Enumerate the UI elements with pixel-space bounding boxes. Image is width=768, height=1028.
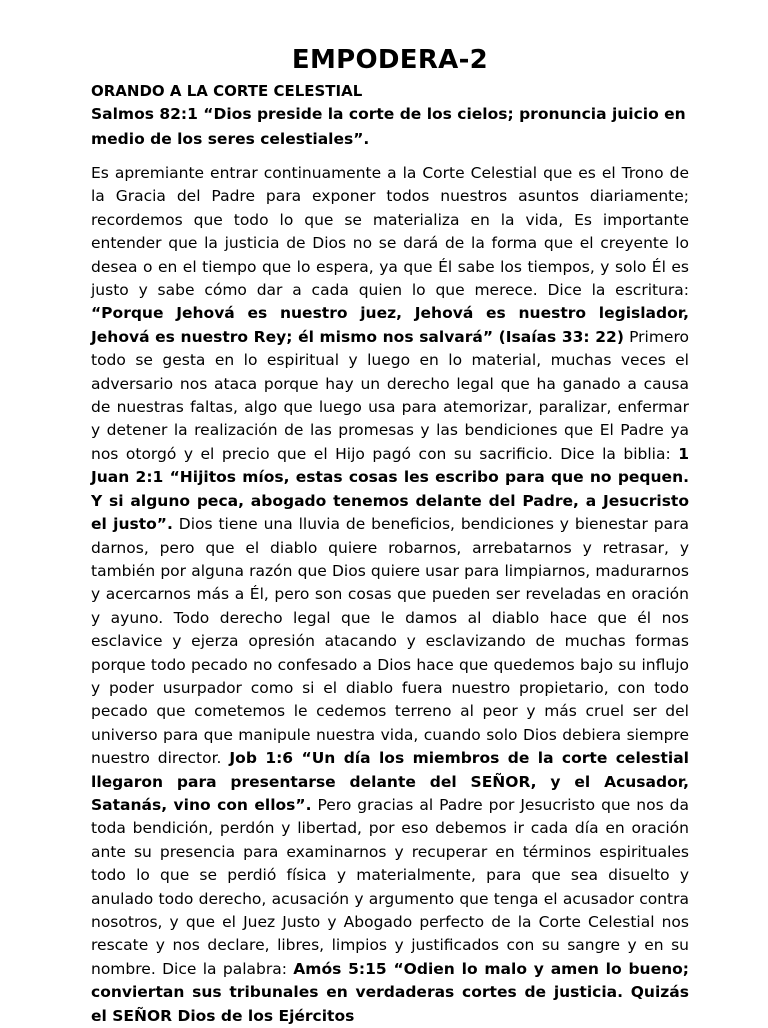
document-subtitle: ORANDO A LA CORTE CELESTIAL: [91, 82, 363, 100]
body-text-1: Es apremiante entrar continuamente a la Corte Celestial que es el Trono de la Gracia del Padre para exponer todos nuestros asuntos diariamente; recordemos que todo lo que se materializa en la vida, Es importante entender que la justicia de Dios no se dará de la forma que el creyente lo desea o en el tiempo que lo espera, ya que Él sabe los tiempos, y solo Él es justo y sabe cómo dar a cada quien lo que merece. Dice la escritura:: [91, 164, 689, 300]
bold-verse-3: Job 1:6 “Un día los miembros de la corte celestial llegaron para presentarse delante del SEÑOR, y el Acusador, Satanás, vino con ellos”.: [91, 749, 689, 814]
body-text-4: Pero gracias al Padre por Jesucristo que nos da toda bendición, perdón y libertad, por eso debemos ir cada día en oración ante su presencia para examinarnos y recuperar en términos espirituales todo lo que se perdió física y materialmente, para que sea disuelto y anulado todo derecho, acusación y argumento que tenga el acusador contra nosotros, y que el Juez Justo y Abogado perfecto de la Corte Celestial nos rescate y nos declare, libres, limpios y justificados con su sangre y en su nombre. Dice la palabra:: [91, 795, 689, 978]
body-text-2: Primero todo se gesta en lo espiritual y luego en lo material, muchas veces el adversario nos ataca porque hay un derecho legal que ha ganado a causa de nuestras faltas, algo que luego usa para atemorizar, paralizar, enfermar y detener la realización de las promesas y las bendiciones que El Padre ya nos otorgó y el precio que el Hijo pagó con su sacrificio. Dice la biblia:: [91, 327, 689, 463]
document-title: EMPODERA-2: [291, 45, 489, 75]
body-text-3: Dios tiene una lluvia de beneficios, bendiciones y bienestar para darnos, pero que el diablo quiere robarnos, arrebatarnos y retrasar, y también por alguna razón que Dios quiere usar para limpiarnos, madurarnos y acercarnos más a Él, pero son cosas que pueden ser reveladas en oración y ayuno. Todo derecho legal que le damos al diablo hace que él nos esclavice y ejerza opresión atacando y esclavizando de muchas formas porque todo pecado no confesado a Dios hace que quedemos bajo su influjo y poder usurpador como si el diablo fuera nuestro propietario, con todo pecado que cometemos le cedemos terreno al peor y más cruel ser del universo para que manipule nuestra vida, cuando solo Dios debiera siempre nuestro director.: [91, 515, 689, 768]
bold-verse-4: Amós 5:15 “Odien lo malo y amen lo bueno; conviertan sus tribunales en verdaderas cortes de justicia. Quizás el SEÑOR Dios de los Ejércitos: [91, 959, 689, 1025]
opening-verse: Salmos 82:1 “Dios preside la corte de los cielos; pronuncia juicio en medio de los seres celestiales”.: [91, 105, 686, 148]
bold-verse-1: “Porque Jehová es nuestro juez, Jehová es nuestro legislador, Jehová es nuestro Rey; él mismo nos salvará” (Isaías 33: 22): [91, 304, 689, 346]
bold-verse-2: 1 Juan 2:1 “Hijitos míos, estas cosas les escribo para que no pequen. Y si alguno peca, abogado tenemos delante del Padre, a Jesucristo el justo”.: [91, 444, 689, 534]
body-paragraph: [91, 162, 689, 1028]
